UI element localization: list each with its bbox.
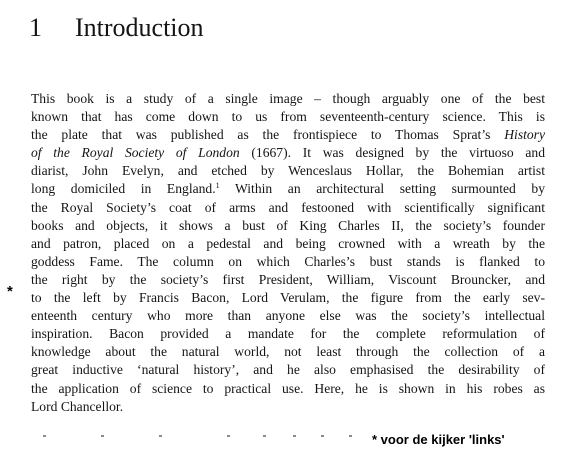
cut-off-text-line — [31, 433, 371, 439]
asterisk-annotation-marker: * — [7, 283, 13, 300]
text-line: enteenth century who more than anyone else was the society’s intellectual — [31, 308, 545, 324]
text-line: books and objects, it shows a bust of King Charles II, the society’s founder — [31, 217, 545, 233]
text-line: great inductive ‘natural history’, and he also emphasised the desirability of — [31, 362, 545, 378]
text-line — [31, 126, 545, 144]
body-paragraph — [31, 90, 545, 416]
italic-book-title: History — [504, 127, 545, 143]
text-segment: the plate that was published as the frontispiece to Thomas Sprat’s — [31, 127, 491, 143]
text-line: the Royal Society’s coat of arms and festooned with scientifically significant — [31, 199, 545, 215]
text-segment: long domiciled in England. — [31, 181, 216, 197]
text-line: This book is a study of a single image – though arguably one of the best — [31, 91, 545, 106]
text-line: inspiration. Bacon provided a mandate for the complete reformulation of — [31, 326, 545, 342]
text-line — [31, 180, 545, 198]
text-line: goddess Fame. The column on which Charles’s bust stands is flanked to — [31, 253, 545, 269]
text-segment: Within an architectural setting surmounted by — [219, 181, 545, 197]
chapter-number: 1 — [29, 13, 42, 42]
text-line: the application of science to practical use. Here, he is shown in his robes as — [31, 380, 545, 396]
text-segment: (1667). It was designed by the virtuoso and — [239, 145, 545, 161]
text-line: diarist, John Evelyn, and etched by Wenceslaus Hollar, the Bohemian artist — [31, 163, 545, 179]
text-line: to the left by Francis Bacon, Lord Verulam, the figure from the early sev- — [31, 290, 545, 306]
footnote-reference[interactable]: 1 — [215, 181, 220, 191]
chapter-title: Introduction — [75, 13, 204, 42]
text-line: Lord Chancellor. — [31, 398, 124, 414]
annotation-note: * voor de kijker 'links' — [372, 432, 505, 447]
text-line: knowledge about the natural world, not least through the collection of a — [31, 344, 545, 360]
chapter-heading — [29, 12, 204, 44]
text-line: and patron, placed on a pedestal and being crowned with a wreath by the — [31, 235, 545, 251]
text-line — [31, 144, 545, 162]
italic-book-title: of the Royal Society of London — [31, 145, 240, 161]
text-line: the right by the society’s first President, William, Viscount Brouncker, and — [31, 271, 545, 287]
text-line: known that has come down to us from seventeenth-century science. This is — [31, 109, 545, 125]
